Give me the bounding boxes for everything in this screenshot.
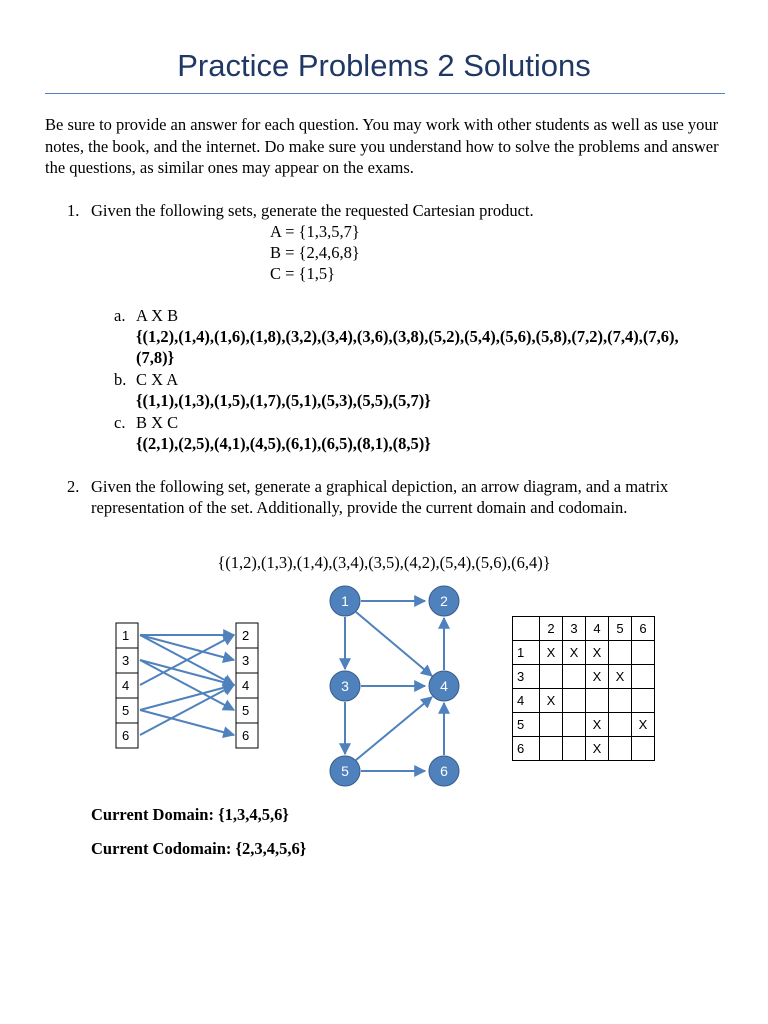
- matrix-cell: [513, 617, 540, 641]
- part-b-answer: {(1,1),(1,3),(1,5),(1,7),(5,1),(5,3),(5,5),(5,7)}: [136, 391, 431, 410]
- matrix-cell: [586, 689, 609, 713]
- matrix-cell: X: [609, 665, 632, 689]
- part-b-letter: b.: [114, 370, 127, 389]
- current-codomain: Current Codomain: {2,3,4,5,6}: [91, 839, 307, 858]
- part-a-label: A X B: [136, 306, 179, 325]
- matrix-cell: X: [632, 713, 655, 737]
- matrix-cell: 4: [513, 689, 540, 713]
- codomain-label-4: 4: [242, 678, 250, 693]
- arrow-diagram: [110, 618, 270, 753]
- node-label-2: 2: [440, 593, 448, 609]
- matrix-cell: X: [563, 641, 586, 665]
- set-c: C = {1,5}: [270, 264, 336, 283]
- matrix-row: [513, 689, 655, 713]
- domain-label-1: 1: [122, 628, 130, 643]
- title-rule: [45, 93, 725, 94]
- matrix-cell: 5: [609, 617, 632, 641]
- set-b: B = {2,4,6,8}: [270, 243, 360, 262]
- matrix-cell: 2: [540, 617, 563, 641]
- node-label-4: 4: [440, 678, 448, 694]
- domain-label-4: 4: [122, 678, 130, 693]
- matrix-cell: [632, 641, 655, 665]
- matrix-cell: [609, 713, 632, 737]
- matrix-cell: 4: [586, 617, 609, 641]
- matrix-cell: X: [586, 665, 609, 689]
- set-a: A = {1,3,5,7}: [270, 222, 360, 241]
- matrix-cell: [540, 737, 563, 761]
- domain-label-3: 3: [122, 653, 130, 668]
- q2-number: 2.: [67, 477, 80, 496]
- q1-prompt: Given the following sets, generate the requested Cartesian product.: [91, 201, 534, 220]
- matrix-cell: 3: [513, 665, 540, 689]
- matrix-row: [513, 713, 655, 737]
- q2-prompt: Given the following set, generate a graphical depiction, an arrow diagram, and a matrix representation of the set. Additionally, provide the current domain and codomain.: [91, 477, 669, 517]
- matrix-cell: X: [586, 641, 609, 665]
- matrix-cell: [563, 713, 586, 737]
- domain-label-6: 6: [122, 728, 130, 743]
- matrix-cell: 6: [632, 617, 655, 641]
- part-b-label: C X A: [136, 370, 179, 389]
- matrix-cell: X: [540, 689, 563, 713]
- matrix-cell: X: [540, 641, 563, 665]
- matrix-cell: 5: [513, 713, 540, 737]
- matrix-cell: [632, 689, 655, 713]
- matrix-row: [513, 737, 655, 761]
- part-c-label: B X C: [136, 413, 179, 432]
- page-title: Practice Problems 2 Solutions: [177, 48, 591, 83]
- current-domain: Current Domain: {1,3,4,5,6}: [91, 805, 289, 824]
- arrow-5-4: [140, 685, 234, 710]
- arrow-3-5: [140, 660, 234, 710]
- relation-matrix: [512, 616, 655, 761]
- node-label-5: 5: [341, 763, 349, 779]
- matrix-cell: [609, 641, 632, 665]
- node-label-6: 6: [440, 763, 448, 779]
- codomain-label-5: 5: [242, 703, 250, 718]
- matrix-row: [513, 665, 655, 689]
- matrix-cell: [632, 737, 655, 761]
- matrix-cell: [609, 737, 632, 761]
- matrix-cell: 1: [513, 641, 540, 665]
- q1-number: 1.: [67, 201, 80, 220]
- edge-1-4: [356, 612, 432, 676]
- matrix-row: [513, 641, 655, 665]
- part-a-answer: {(1,2),(1,4),(1,6),(1,8),(3,2),(3,4),(3,6),(3,8),(5,2),(5,4),(5,6),(5,8),(7,2),(7,4),(7,6),(7,8)}: [136, 327, 679, 367]
- matrix-cell: [540, 713, 563, 737]
- codomain-label-6: 6: [242, 728, 250, 743]
- matrix-cell: 6: [513, 737, 540, 761]
- matrix-cell: [563, 665, 586, 689]
- arrow-5-6: [140, 710, 234, 735]
- part-c-answer: {(2,1),(2,5),(4,1),(4,5),(6,1),(6,5),(8,1),(8,5)}: [136, 434, 431, 453]
- matrix-cell: [632, 665, 655, 689]
- matrix-header-row: [513, 617, 655, 641]
- codomain-label-3: 3: [242, 653, 250, 668]
- matrix-cell: X: [586, 737, 609, 761]
- arrow-6-4: [140, 685, 234, 735]
- intro-paragraph: Be sure to provide an answer for each question. You may work with other students as well as use your notes, the book, and the internet. Do make sure you understand how to solve the problems and answer the questions, as similar ones may appear on the exams.: [45, 115, 719, 177]
- matrix-cell: [563, 689, 586, 713]
- q2-set: {(1,2),(1,3),(1,4),(3,4),(3,5),(4,2),(5,4),(5,6),(6,4)}: [217, 553, 551, 572]
- matrix-cell: X: [586, 713, 609, 737]
- part-a-letter: a.: [114, 306, 126, 325]
- domain-label-5: 5: [122, 703, 130, 718]
- part-c-letter: c.: [114, 413, 126, 432]
- node-label-1: 1: [341, 593, 349, 609]
- arrow-3-4: [140, 660, 234, 685]
- matrix-cell: [540, 665, 563, 689]
- arrow-1-3: [140, 635, 234, 660]
- directed-graph: [320, 580, 470, 795]
- codomain-label-2: 2: [242, 628, 250, 643]
- matrix-cell: [563, 737, 586, 761]
- node-label-3: 3: [341, 678, 349, 694]
- edge-5-4: [356, 697, 432, 760]
- matrix-cell: 3: [563, 617, 586, 641]
- matrix-cell: [609, 689, 632, 713]
